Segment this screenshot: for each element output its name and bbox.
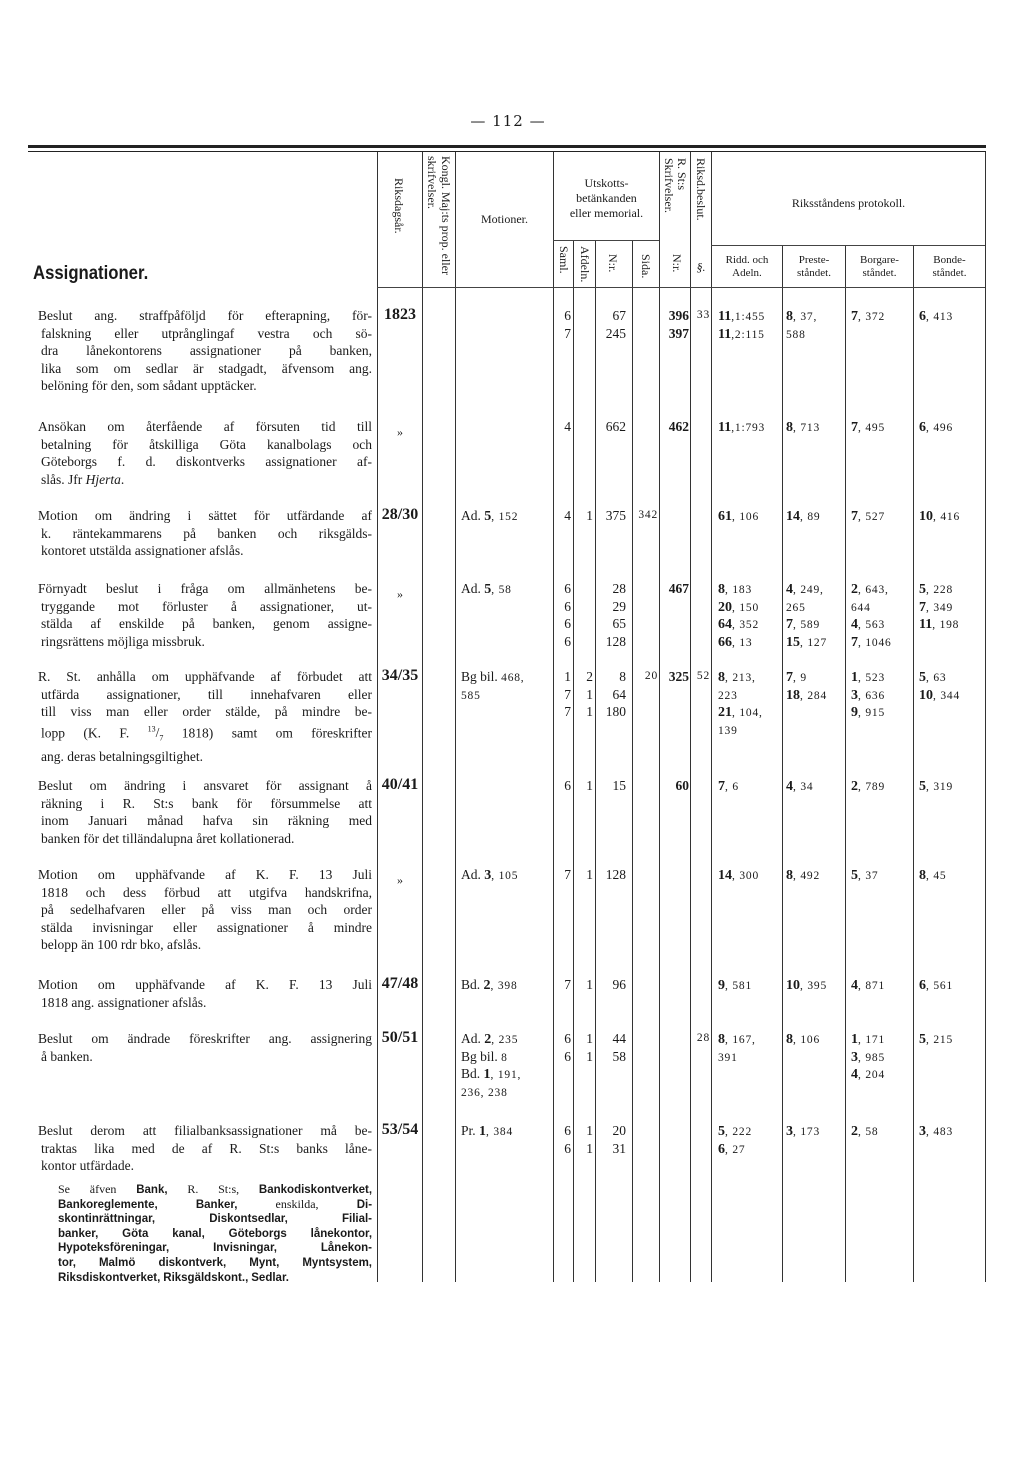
description-line: falskning eller utprånglingaf vestra och sö-: [41, 325, 372, 341]
description-line: Beslut om ändrade föreskrifter ang. assignering: [38, 1031, 372, 1046]
description-line: tryggande mot förluster å assignationer, ut-: [41, 598, 372, 614]
entry-nr: 662: [605, 419, 626, 434]
entry-year: 50/51: [381, 1029, 419, 1046]
description-line: utfärda assignationer, till innehafvaren eller: [41, 686, 372, 702]
entry-bonde: 5, 228: [919, 582, 953, 597]
entry-afd: 2: [586, 669, 593, 684]
entry-par: 33: [696, 309, 710, 321]
entry-samt: 4: [564, 419, 571, 434]
entry-nr: 180: [605, 704, 626, 720]
page-number: — 112 —: [470, 112, 546, 130]
entry-nr: 44: [612, 1031, 626, 1046]
entry-samt: 7: [564, 867, 571, 882]
entry-preste: 10, 395: [786, 978, 827, 993]
header-afdeln: Afdeln.: [578, 246, 592, 283]
entry-motion: Bd. 1, 191,: [461, 1066, 522, 1083]
entry-ridd: 7, 6: [718, 779, 739, 794]
see-also-line: Se äfven Bank, R. St:s, Bankodiskontverket,: [58, 1182, 373, 1196]
description-line: Förnyadt beslut i fråga om allmänhetens be-: [38, 581, 372, 596]
entry-preste: 15, 127: [786, 634, 827, 650]
description-line: på sedelhafvaren eller på viss man och order: [41, 902, 372, 918]
entry-ridd: 8, 213,: [718, 670, 756, 685]
entry-borgare: 2, 643,: [851, 582, 889, 597]
entry-preste: 18, 284: [786, 687, 827, 703]
entry-samt: 1: [564, 669, 571, 684]
entry-ridd: 11,1:793: [718, 420, 766, 435]
entry-ridd: 11,2:115: [718, 326, 765, 342]
entry-year: »: [397, 587, 403, 601]
see-also-line: Bankoreglemente, Banker, enskilda, Di-: [58, 1196, 373, 1211]
entry-preste: 4, 34: [786, 779, 814, 794]
entry-par: 28: [696, 1032, 710, 1044]
header-ridd: Ridd. och Adeln.: [725, 254, 769, 279]
entry-ridd: 223: [718, 689, 738, 702]
description-line: traktas lika med de af R. St:s banks låne-: [41, 1140, 372, 1156]
entry-ridd: 11,1:455: [718, 309, 766, 324]
description-line: stälda af enskilde på banken, genom assigne-: [41, 616, 372, 632]
entry-description: [38, 668, 372, 765]
entry-motion: 236, 238: [461, 1086, 508, 1099]
header-par: §.: [696, 260, 706, 274]
entry-description: [38, 777, 372, 847]
header-utskotts: Utskotts- betänkanden eller memorial.: [569, 176, 644, 220]
description-line: banken för det tilländalupna året kollationerad.: [41, 830, 295, 846]
entry-bonde: 10, 416: [919, 509, 960, 524]
entry-nr: 58: [612, 1048, 626, 1064]
entry-ridd: 9, 581: [718, 978, 752, 993]
description-line: Beslut ang. straffpåföljd för efterapning, för-: [38, 308, 372, 323]
see-also-line: banker, Göta kanal, Göteborgs lånekontor,: [58, 1227, 373, 1240]
col-rule: [985, 152, 986, 1282]
entry-year: 34/35: [381, 667, 419, 684]
entry-sida: 20: [644, 670, 658, 682]
entry-description: [38, 418, 372, 488]
entry-borgare: 7, 495: [851, 420, 885, 435]
entry-borgare: 4, 563: [851, 617, 885, 633]
header-rule: [711, 245, 985, 246]
entry-nr: 29: [612, 598, 626, 614]
entry-sida: 342: [638, 509, 658, 521]
entry-bonde: 7, 349: [919, 599, 953, 615]
entry-borgare: 4, 871: [851, 978, 885, 993]
entry-afd: 1: [586, 977, 593, 992]
entry-nr: 8: [619, 669, 626, 684]
entry-nr: 96: [612, 977, 626, 992]
entry-ridd: 8, 183: [718, 582, 752, 597]
description-line: stälda invisningar eller assignationer å mindre: [41, 919, 372, 935]
entry-samt: 6: [564, 1048, 571, 1064]
description-line: inom Januari månad hafva sin räkning med: [41, 813, 372, 829]
header-skr-nr: N:r.: [670, 254, 684, 273]
description-line: k. räntekammarens på banken och riksgälds-: [41, 525, 372, 541]
entry-nr: 245: [605, 325, 626, 341]
entry-preste: 265: [786, 601, 806, 614]
entry-preste: 8, 713: [786, 420, 820, 435]
entry-skr-nr: 60: [675, 778, 689, 793]
entry-motion: Ad. 5, 58: [461, 581, 512, 597]
header-rule: [553, 240, 659, 241]
description-line: R. St. anhålla om upphäfvande af förbudet att: [38, 669, 372, 684]
entry-year: 40/41: [381, 776, 419, 793]
entry-afd: 1: [586, 508, 593, 523]
entry-preste: 4, 249,: [786, 582, 824, 597]
entry-borgare: 7, 372: [851, 309, 885, 324]
description-line: betalning för åtskilliga Göta kanalbolags och: [41, 436, 372, 452]
see-also-line: skontinrättningar, Diskontsedlar, Filial-: [58, 1213, 372, 1226]
entry-afd: 1: [586, 778, 593, 793]
entry-preste: 14, 89: [786, 509, 821, 524]
entry-year: 1823: [384, 306, 416, 323]
entry-motion: Bg bil. 468,: [461, 669, 525, 684]
entry-borgare: 644: [851, 601, 871, 614]
entry-motion: 585: [461, 689, 481, 702]
entry-afd: 1: [586, 1123, 593, 1138]
description-line: kontoret utstälda assignationer afslås.: [41, 543, 244, 559]
entry-samt: 6: [564, 1031, 571, 1046]
header-riksd-beslut: Riksd.beslut.: [694, 158, 708, 221]
entry-motion: Bg bil. 8: [461, 1048, 508, 1064]
entry-skr-nr: 397: [668, 325, 689, 341]
top-rule-thin: [28, 151, 986, 152]
col-rule: [782, 245, 783, 1282]
entry-ridd: 66, 13: [718, 634, 753, 650]
entry-samt: 4: [564, 508, 571, 523]
entry-nr: 65: [612, 616, 626, 632]
entry-samt: 6: [564, 616, 571, 632]
entry-nr: 20: [612, 1123, 626, 1138]
header-bottom-rule: [377, 287, 985, 288]
entry-bonde: 11, 198: [919, 617, 960, 633]
col-rule: [711, 152, 712, 1282]
entry-nr: 375: [605, 508, 626, 523]
entry-bonde: 5, 215: [919, 1032, 953, 1047]
entry-samt: 7: [564, 686, 571, 702]
entry-borgare: 3, 985: [851, 1049, 885, 1065]
top-rule-thick: [28, 145, 986, 148]
entry-ridd: 5, 222: [718, 1124, 752, 1139]
header-preste: Preste- ståndet.: [797, 254, 831, 279]
entry-borgare: 4, 204: [851, 1067, 885, 1083]
entry-borgare: 3, 636: [851, 687, 885, 703]
description-line: kontor utfärdade.: [41, 1158, 134, 1174]
col-rule: [913, 245, 914, 1282]
description-line: Beslut derom att filialbanksassignationer må be-: [38, 1123, 372, 1138]
entry-nr: 15: [612, 778, 626, 793]
entry-samt: 7: [564, 977, 571, 992]
entry-borgare: 9, 915: [851, 705, 885, 721]
entry-borgare: 5, 37: [851, 868, 879, 883]
entry-borgare: 1, 171: [851, 1032, 885, 1047]
entry-afd: 1: [586, 1048, 593, 1064]
description-line: 1818 och dess förbud att utgifva handskrifna,: [41, 884, 372, 900]
entry-motion: Ad. 3, 105: [461, 867, 519, 883]
entry-description: [38, 1030, 372, 1065]
section-title: Assignationer.: [33, 263, 149, 284]
entry-bonde: 10, 344: [919, 687, 960, 703]
entry-description: [38, 507, 372, 560]
entry-samt: 6: [564, 308, 571, 323]
entry-ridd: 8, 167,: [718, 1032, 756, 1047]
header-bonde: Bonde- ståndet.: [932, 254, 967, 279]
entry-bonde: 5, 319: [919, 779, 953, 794]
entry-borgare: 1, 523: [851, 670, 885, 685]
entry-ridd: 21, 104,: [718, 705, 763, 721]
entry-samt: 6: [564, 1123, 571, 1138]
header-samt: Saml.: [557, 246, 571, 274]
entry-preste: 8, 492: [786, 868, 820, 883]
entry-ridd: 391: [718, 1051, 738, 1064]
entry-ridd: 139: [718, 724, 738, 737]
entry-borgare: 7, 527: [851, 509, 885, 524]
description-line: å banken.: [41, 1048, 93, 1064]
description-line: Beslut om ändring i ansvaret för assignant å: [38, 778, 372, 793]
entry-bonde: 8, 45: [919, 868, 947, 883]
entry-description: [38, 1122, 372, 1175]
entry-preste: 7, 589: [786, 617, 820, 633]
entry-year: »: [397, 873, 403, 887]
entry-nr: 128: [605, 633, 626, 649]
entry-samt: 6: [564, 581, 571, 596]
entry-samt: 6: [564, 633, 571, 649]
description-line: lika som om sedlar är stadgadt, äfvensom ang.: [41, 360, 372, 376]
see-also-line: Riksdiskontverket, Riksgäldskont., Sedlar.: [58, 1271, 289, 1284]
entry-ridd: 14, 300: [718, 868, 759, 883]
description-line: ringsrättens möjliga missbruk.: [41, 633, 205, 649]
entry-bonde: 3, 483: [919, 1124, 953, 1139]
entry-ridd: 6, 27: [718, 1141, 746, 1157]
col-rule: [845, 245, 846, 1282]
entry-samt: 6: [564, 778, 571, 793]
header-kongl: Kongl. Maj:ts prop. eller skrifvelser.: [425, 156, 453, 275]
entry-motion: Pr. 1, 384: [461, 1123, 514, 1139]
entry-year: 28/30: [381, 506, 419, 523]
description-line: Ansökan om återfående af försuten tid till: [38, 419, 372, 434]
description-line: Motion om upphäfvande af K. F. 13 Juli: [38, 977, 372, 992]
entry-par: 52: [696, 670, 710, 682]
entry-description: [38, 976, 372, 1011]
entry-motion: Ad. 5, 152: [461, 508, 519, 524]
entry-nr: 31: [612, 1140, 626, 1156]
entry-afd: 1: [586, 704, 593, 720]
entry-year: 47/48: [381, 975, 419, 992]
entry-samt: 7: [564, 325, 571, 341]
description-line: räkning i R. St:s bank för försummelse att: [41, 795, 372, 811]
entry-preste: 8, 37,: [786, 309, 818, 324]
header-nr: N:r.: [606, 254, 620, 273]
entry-skr-nr: 462: [668, 419, 689, 434]
description-line: Motion om upphäfvande af K. F. 13 Juli: [38, 867, 372, 882]
entry-afd: 1: [586, 867, 593, 882]
entry-borgare: 7, 1046: [851, 634, 892, 650]
entry-ridd: 20, 150: [718, 599, 759, 615]
entry-nr: 28: [612, 581, 626, 596]
col-rule: [455, 152, 456, 1282]
header-borgare: Borgare- ståndet.: [860, 254, 899, 279]
entry-preste: 7, 9: [786, 670, 807, 685]
entry-ridd: 61, 106: [718, 509, 759, 524]
entry-bonde: 6, 496: [919, 420, 953, 435]
entry-nr: 128: [605, 867, 626, 882]
header-motioner: Motioner.: [481, 212, 528, 226]
entry-samt: 6: [564, 1140, 571, 1156]
entry-description: [38, 866, 372, 954]
entry-description: [38, 307, 372, 395]
entry-year: »: [397, 425, 403, 439]
entry-skr-nr: 396: [668, 308, 689, 323]
header-protokoll: Riksståndens protokoll.: [791, 196, 906, 210]
entry-preste: 588: [786, 328, 806, 341]
description-line: belopp än 100 rdr bko, afslås.: [41, 937, 202, 953]
description-line: belöning för den, som sådant upptäcker.: [41, 378, 257, 394]
col-rule: [632, 240, 633, 1282]
description-line: lopp (K. F. $^{13}/_7$ 1818) samt om föreskrifter: [41, 724, 372, 743]
entry-borgare: 2, 58: [851, 1124, 879, 1139]
header-rsts: R. St:s Skrifvelser.: [662, 158, 689, 213]
entry-bonde: 6, 561: [919, 978, 953, 993]
entry-bonde: 6, 413: [919, 309, 953, 324]
description-line: till viss man eller order stälde, på mindre be-: [41, 704, 372, 720]
entry-bonde: 5, 63: [919, 670, 947, 685]
description-line: Göteborgs f. d. diskontverks assignationer af-: [41, 454, 372, 470]
entry-preste: 8, 106: [786, 1032, 820, 1047]
entry-motion: Bd. 2, 398: [461, 977, 518, 993]
description-line: slås. Jfr Hjerta.: [41, 471, 125, 487]
entry-year: 53/54: [381, 1121, 419, 1138]
see-also-note: [58, 1183, 372, 1285]
entry-preste: 3, 173: [786, 1124, 820, 1139]
entry-borgare: 2, 789: [851, 779, 885, 794]
header-sida: Sida.: [639, 254, 653, 279]
entry-nr: 64: [612, 686, 626, 702]
description-line: 1818 ang. assignationer afslås.: [41, 994, 207, 1010]
description-line: Motion om ändring i sättet för utfärdande af: [38, 508, 372, 523]
entry-skr-nr: 325: [668, 669, 689, 684]
entry-afd: 1: [586, 1140, 593, 1156]
entry-description: [38, 580, 372, 650]
col-rule: [659, 152, 660, 1282]
entry-samt: 7: [564, 704, 571, 720]
entry-samt: 6: [564, 598, 571, 614]
entry-skr-nr: 467: [668, 581, 689, 596]
entry-motion: Ad. 2, 235: [461, 1031, 519, 1047]
col-rule: [422, 152, 423, 1282]
entry-afd: 1: [586, 1031, 593, 1046]
entry-ridd: 64, 352: [718, 617, 759, 633]
entry-nr: 67: [612, 308, 626, 323]
see-also-line: Hypoteksföreningar, Invisningar, Lånekon-: [58, 1242, 372, 1255]
description-line: ang. deras betalningsgiltighet.: [41, 748, 203, 764]
see-also-line: tor, Malmö diskontverk, Mynt, Myntsystem,: [58, 1256, 373, 1269]
entry-afd: 1: [586, 686, 593, 702]
description-line: dra lånekontorens assignationer på banken,: [41, 343, 372, 359]
header-riksdagsar: Riksdagsår.: [392, 178, 406, 234]
